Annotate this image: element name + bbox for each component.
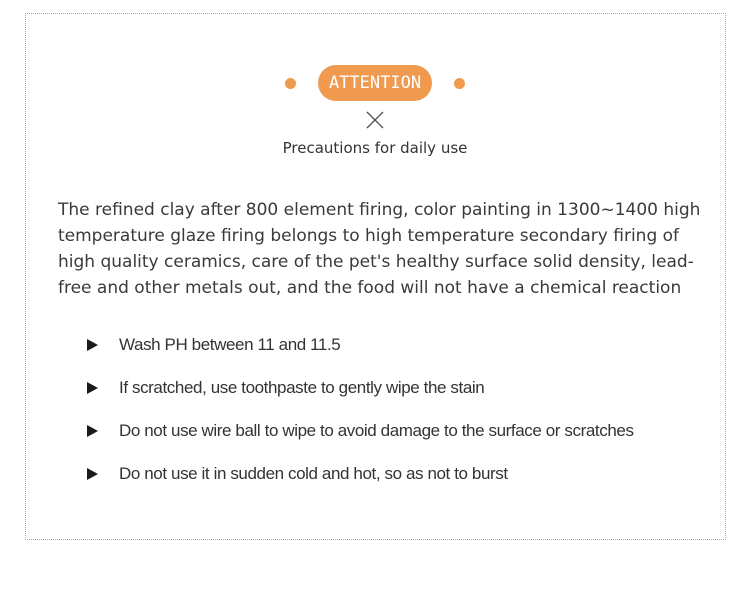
play-arrow-icon xyxy=(87,468,98,480)
list-item xyxy=(87,333,634,357)
play-arrow-icon xyxy=(87,425,98,437)
intro-paragraph: The refined clay after 800 element firing, color painting in 1300~1400 high temperature glaze firing belongs to high temperature secondary firing of high quality ceramics, care of the pet's healthy surface solid density, lead-free and other metals out, and the food will not have a chemical reaction xyxy=(58,200,701,298)
page-subtitle: Precautions for daily use xyxy=(282,139,468,157)
list-item xyxy=(87,419,634,443)
right-dot-icon xyxy=(454,78,465,89)
tip-text: Do not use it in sudden cold and hot, so as not to burst xyxy=(119,464,508,483)
close-icon xyxy=(366,111,384,129)
attention-header xyxy=(0,65,750,101)
play-arrow-icon xyxy=(87,382,98,394)
list-item xyxy=(87,462,634,486)
play-arrow-icon xyxy=(87,339,98,351)
tip-text: Do not use wire ball to wipe to avoid damage to the surface or scratches xyxy=(119,421,634,440)
tip-text: Wash PH between 11 and 11.5 xyxy=(119,335,341,354)
attention-badge: ATTENTION xyxy=(318,65,432,101)
tip-text: If scratched, use toothpaste to gently wipe the stain xyxy=(119,378,485,397)
list-item xyxy=(87,376,634,400)
left-dot-icon xyxy=(285,78,296,89)
tips-list xyxy=(87,333,634,505)
